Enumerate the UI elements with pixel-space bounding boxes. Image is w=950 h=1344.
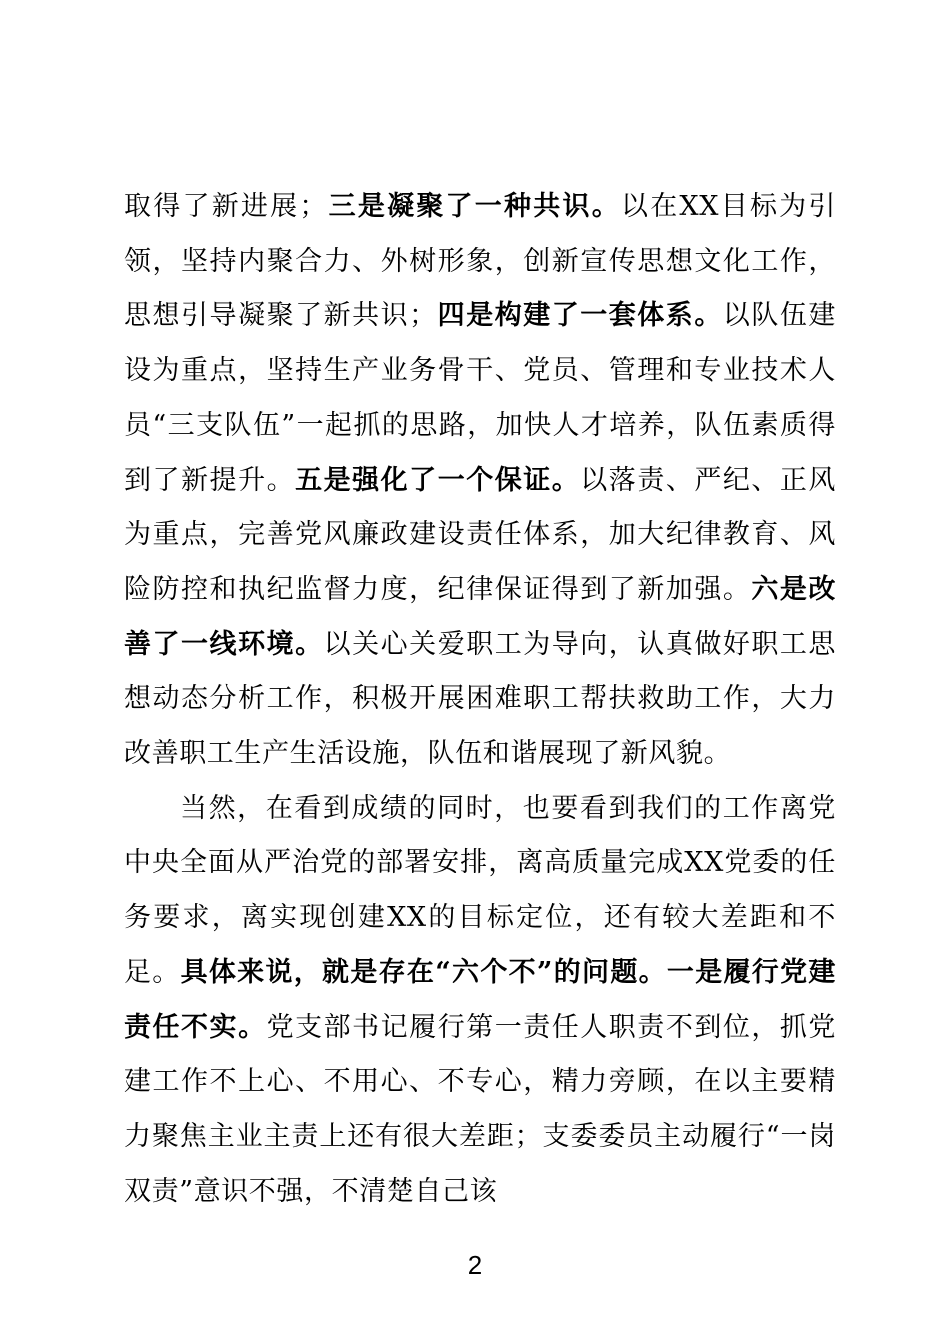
bold-heading-run: 四是构建了一套体系。 [436,300,723,332]
bold-heading-run: 五是强化了一个保证。 [295,464,581,496]
text-run: 当然，在看到成绩的同时，也要看到我们的工作离党中央全面从严治党的部署安排，离高质量完成XX党委的任务要求，离实现创建XX的目标定位，还有较大差距和不足。 [124,792,836,988]
bold-heading-run: 具体来说，就是存在“六个不”的问题。 [180,956,667,988]
text-run: 以队伍建设为重点，坚持生产业务骨干、党员、管理和专业技术人员“三支队伍”一起抓的思路，加快人才培养，队伍素质得到了新提升。 [124,300,836,496]
bold-heading-run: 一是履行党建责任不实。 [124,956,836,1043]
paragraph [124,180,836,782]
paragraph [124,782,836,1220]
text-run: 取得了新进展； [124,191,327,222]
text-run: 以关心关爱职工为导向，认真做好职工思想动态分析工作，积极开展困难职工帮扶救助工作，大力改善职工生产生活设施，队伍和谐展现了新风貌。 [124,628,836,770]
text-run: 以落责、严纪、正风为重点，完善党风廉政建设责任体系，加大纪律教育、风险防控和执纪监督力度，纪律保证得到了新加强。 [124,464,837,605]
bold-heading-run: 六是改善了一线环境。 [124,573,836,660]
text-run: 以在XX目标为引领，坚持内聚合力、外树形象，创新宣传思想文化工作，思想引导凝聚了新共识； [124,191,837,332]
text-run: 党支部书记履行第一责任人职责不到位，抓党建工作不上心、不用心、不专心，精力旁顾，在以主要精力聚焦主业主责上还有很大差距；支委委员主动履行“一岗双责”意识不强，不清楚自己该 [124,1011,837,1207]
document-body [124,180,836,1219]
bold-heading-run: 三是凝聚了一种共识。 [327,191,621,222]
page-number: 2 [467,1250,483,1280]
